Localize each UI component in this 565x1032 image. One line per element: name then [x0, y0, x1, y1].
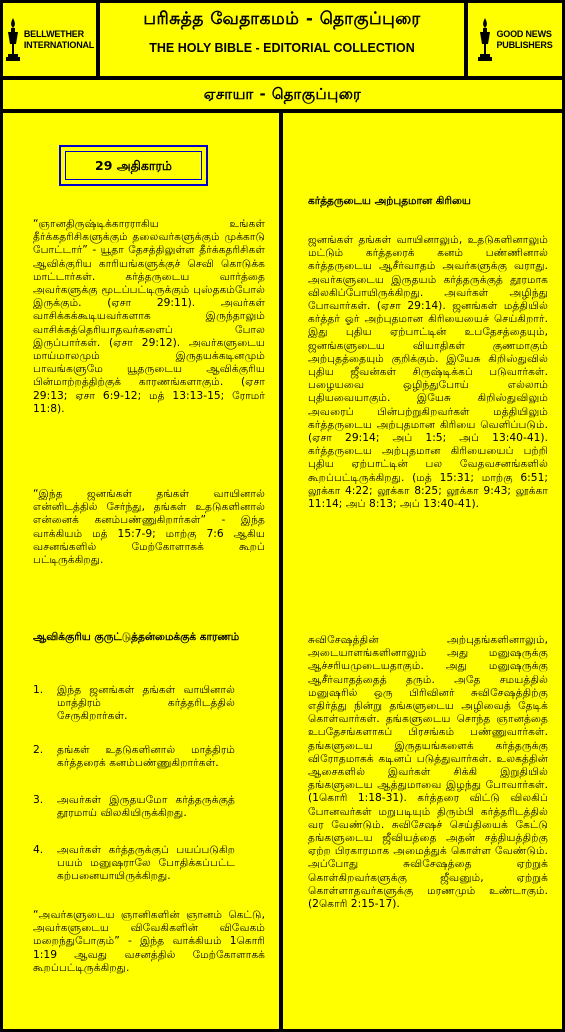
left-logo-line1: BELLWETHER — [23, 28, 84, 39]
right-logo-line2: PUBLISHERS — [496, 39, 553, 50]
left-paragraph-3: “அவர்களுடைய ஞானிகளின் ஞானம் கெட்டு, அவர்களுடைய விவேகிகளின் விவேகம் மறைந்துபோகும்” - இந்த வாக்கியம் 1கொரி 1:19 ஆவது வசனத்தில் மேற்கோளாகக் கூறப்பட்டிருக்கிறது. — [33, 908, 265, 974]
list-item-number: 2. — [33, 743, 44, 756]
list-item-number: 1. — [33, 683, 44, 696]
left-paragraph-1: “ஞானதிருஷ்டிக்காரராகிய உங்கள் தீர்க்கதரிசிகளுக்கும் தலைவர்களுக்கும் முக்காடு போட்டார்” - யூதா தேசத்திலுள்ள தீர்க்கதரிசிகள் ஆவிக்குரிய காரியங்களுக்குச் செவி கொடுக்க மாட்டார்கள். கர்த்தருடைய வார்த்தை அவர்களுக்கு மூடப்பட்டிருக்கும் புஸ்தகம்போல் இருக்கும். (ஏசா 29:11). அவர்கள் வாசிக்கக்கூடியவர்களாக இருந்தாலும் வாசிக்கத்தெரியாதவர்களைப் போல இருப்பார்கள். (ஏசா 29:12). அவர்களுடைய மாய்மாலமும் இருதயக்கடினமும் பாவங்களுமே யூதருடைய ஆவிக்குரிய பின்மாற்றத்திற்குக் காரணங்களாகும். (ஏசா 29:13; ஏசா 6:9-12; மத் 13:13-15; ரோமர் 11:8). — [33, 217, 265, 415]
chapter-box — [59, 145, 208, 186]
right-paragraph-1: ஜனங்கள் தங்கள் வாயினாலும், உதடுகளினாலும் மட்டும் கர்த்தரைக் கனம் பண்ணினால் கர்த்தருடைய ஆசீர்வாதம் அவர்களுக்கு வராது. அவர்களுடைய இருதயம் கர்த்தருக்குத் தூரமாக விலகிப்போயிருக்கிறது. அவர்கள் அழிந்து போவார்கள். (ஏசா 29:14). ஜனங்கள் மத்தியில் கர்த்தர் ஓர் அற்புதமான கிரியையைச் செய்கிறார். இது புதிய ஏற்பாட்டின் உபதேசத்தையும், ஜனங்களுடைய வியாதிகள் குணமாகும் அற்புதத்தையும் குறிக்கும். இயேசு கிறிஸ்துவில் புதிய ஜீவன்கள் சிருஷ்டிக்கப் படுவார்கள். பழையவை ஒழிந்துபோய் எல்லாம் புதியவையாகும். இயேசு கிறிஸ்துவிலும் அவரைப் பின்பற்றுகிறவர்கள் மத்தியிலும் கர்த்தருடைய அற்புதமான கிரியை வெளிப்படும். (ஏசா 29:14; அப் 1:5; அப் 13:40-41). கர்த்தருடைய அற்புதமான கிரியையைப் பற்றி புதிய ஏற்பாட்டின் பல வேதவசனங்களில் கூறப்பட்டிருக்கிறது. (மத் 15:31; மாற்கு 6:51; லூக்கா 4:22; லூக்கா 8:25; லூக்கா 9:43; லூக்கா 11:14; அப் 8:13; அப் 13:40-41). — [308, 233, 548, 511]
book-title: ஏசாயா - தொகுப்புரை — [203, 84, 362, 103]
list-item-text: தங்கள் உதடுகளினால் மாத்திரம் கர்த்தரைக் கனம்பண்ணுகிறார்கள். — [57, 743, 235, 770]
publisher-logo-left — [3, 3, 96, 76]
title-tamil: பரிசுத்த வேதாகமம் - தொகுப்புரை — [143, 9, 421, 29]
left-logo-line2: INTERNATIONAL — [23, 39, 95, 50]
title-english: THE HOLY BIBLE - EDITORIAL COLLECTION — [149, 41, 415, 55]
left-section-heading: ஆவிக்குரிய குருட்டுத்தன்மைக்குக் காரணம் — [33, 631, 240, 643]
right-paragraph-2: சுவிசேஷத்தின் அற்புதங்களினாலும், அடையாளங்களினாலும் அது மனுஷருக்கு ஆச்சரியமுடையதாகும். அது மனுஷருக்கு ஆசீர்வாதத்தைத் தரும். அதே சமயத்தில் மனுஷரில் ஒரு பிரிவினர் சுவிசேஷத்திற்கு எதிர்த்து நின்று தங்களுடைய அழிவைத் தேடிக் கொள்வார்கள். தங்களுடைய சொந்த ஞானத்தை உபதேசங்களாகப் பிரசங்கம் பண்ணுவார்கள். தங்களுடைய இருதயங்களைக் கர்த்தருக்கு விரோதமாகக் கடினப் படுத்துவார்கள். உலகத்தின் ஆசைகளில் இவர்கள் சிக்கி இறுதியில் தங்களுடைய ஆத்துமாவை இழந்து போவார்கள். (1கொரி 1:18-31). கர்த்தரை விட்டு விலகிப் போனவர்கள் மறுபடியும் திரும்பி கர்த்தரிடத்தில் வர வேண்டும். சுவிசேஷச் செய்தியைக் கேட்டு தங்களுடைய ஜீவியத்தை அதன் சத்தியத்திற்கு ஏற்ற பிரகாரமாக அமைத்துக் கொள்ள வேண்டும். அப்போது சுவிசேஷத்தை ஏற்றுக் கொள்கிறவர்களுக்கு ஜீவனும், ஏற்றுக் கொள்ளாதவர்களுக்கு மரணமும் உண்டாகும். (2கொரி 2:15-17). — [308, 633, 548, 911]
left-paragraph-2: “இந்த ஜனங்கள் தங்கள் வாயினால் என்னிடத்தில் சேர்ந்து, தங்கள் உதடுகளினால் என்னைக் கனம்பண்ணுகிறார்கள்” - இந்த வாக்கியம் மத் 15:7-9; மாற்கு 7:6 ஆகிய வசனங்களில் மேற்கோளாகக் கூறப் பட்டிருக்கிறது. — [33, 487, 265, 567]
chapter-label: 29 அதிகாரம் — [65, 151, 202, 180]
right-section-heading: கர்த்தருடைய அற்புதமான கிரியை — [308, 195, 471, 207]
header-title — [100, 3, 464, 76]
right-logo-line1: GOOD NEWS — [496, 28, 552, 39]
list-item — [33, 683, 265, 723]
lamp-icon — [5, 16, 21, 64]
list-item-text: இந்த ஜனங்கள் தங்கள் வாயினால் மாத்திரம் கர்த்தரிடத்தில் சேருகிறார்கள். — [57, 683, 235, 723]
list-item-text: அவர்கள் இருதயமோ கர்த்தருக்குத் தூரமாய் விலகியிருக்கிறது. — [57, 793, 235, 820]
list-item — [33, 743, 265, 769]
list-item-text: அவர்கள் கர்த்தருக்குப் பயப்படுகிற பயம் மனுஷராலே போதிக்கப்பட்ட கற்பனையாயிருக்கிறது. — [57, 843, 235, 883]
right-column — [283, 113, 562, 1029]
list-item — [33, 843, 265, 883]
book-title-bar — [3, 80, 562, 109]
lamp-icon — [477, 16, 493, 64]
list-item — [33, 793, 265, 819]
publisher-logo-right — [468, 3, 562, 76]
list-item-number: 3. — [33, 793, 44, 806]
left-column — [3, 113, 279, 1029]
list-item-number: 4. — [33, 843, 44, 856]
